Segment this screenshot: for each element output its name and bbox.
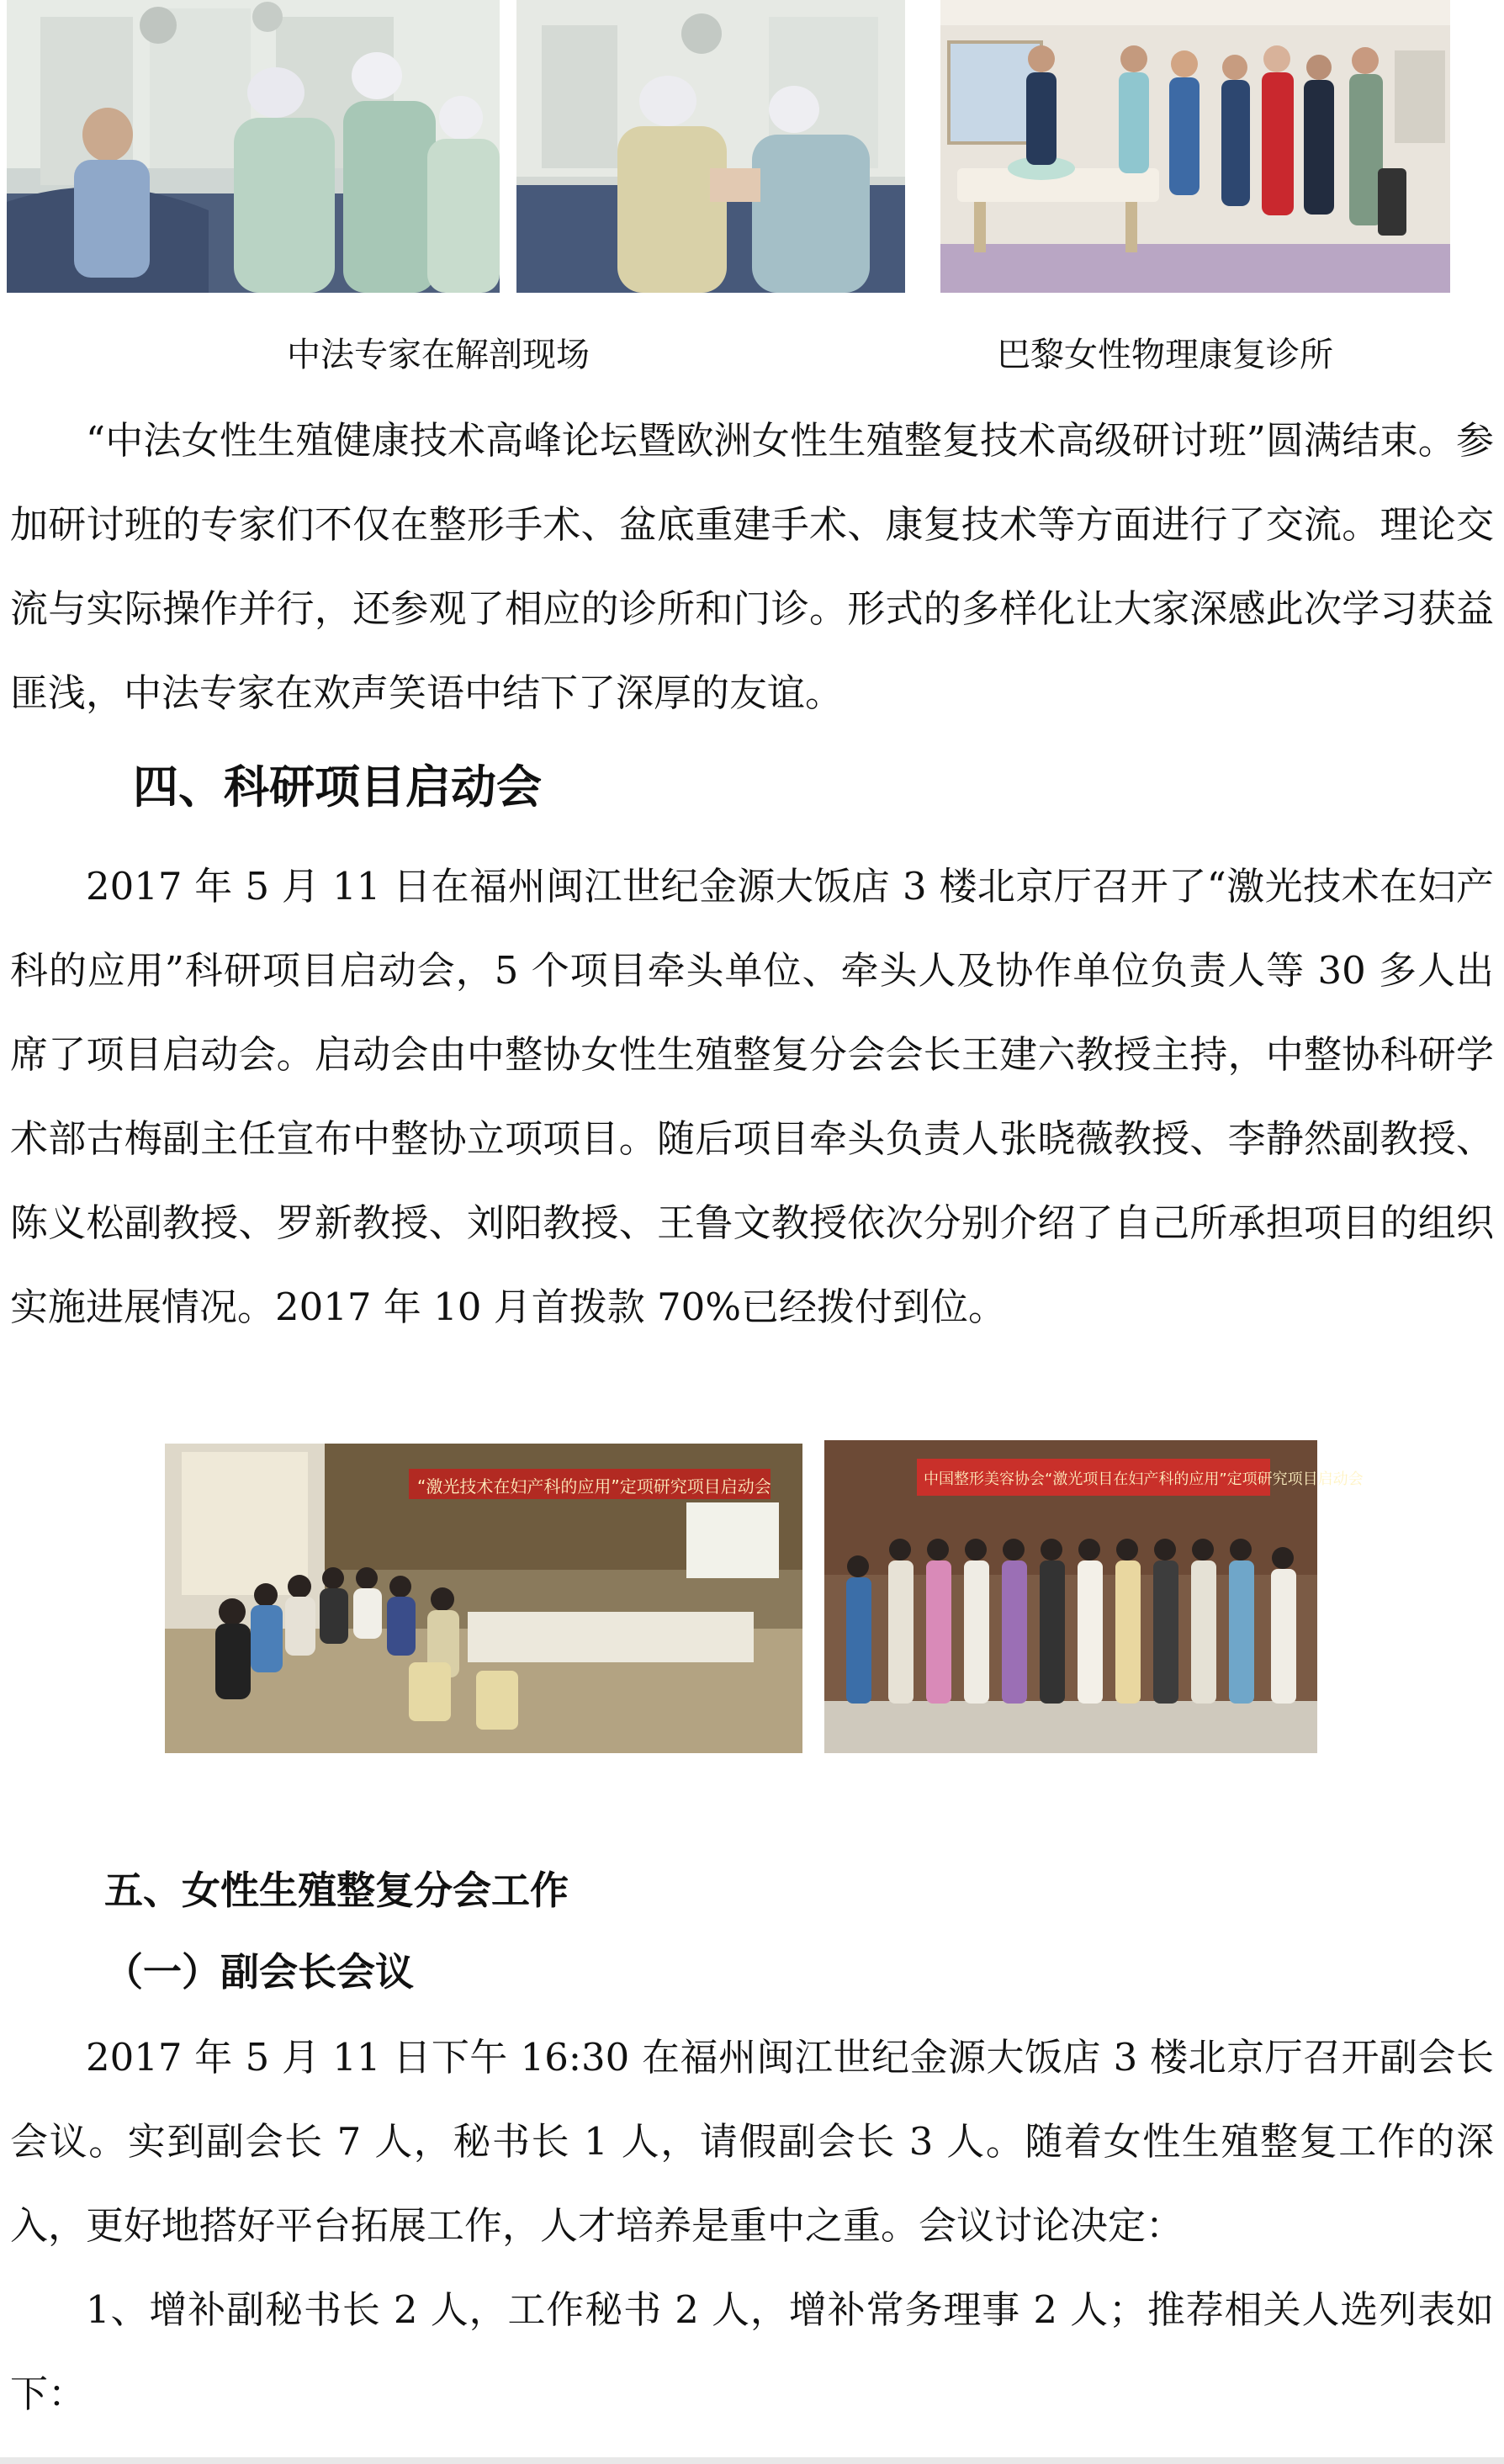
heading-section-5: 五、女性生殖整复分会工作 bbox=[104, 1868, 569, 1913]
paragraph-item-1: 1、增补副秘书长 2 人，工作秘书 2 人，增补常务理事 2 人；推荐相关人选列表如下： bbox=[10, 2287, 1494, 2416]
paragraph-meeting: 2017 年 5 月 11 日下午 16:30 在福州闽江世纪金源大饭店 3 楼北京厅召开副会长会议。实到副会长 7 人，秘书长 1 人，请假副会长 3 人。随着女性生殖整复工作的深入，更好地搭好平台拓展工作，人才培养是重中之重。会议讨论决定： bbox=[10, 2035, 1494, 2248]
page-bottom-edge bbox=[0, 2457, 1504, 2464]
paragraph-kickoff: 2017 年 5 月 11 日在福州闽江世纪金源大饭店 3 楼北京厅召开了“激光技术在妇产科的应用”科研项目启动会，5 个项目牵头单位、牵头人及协作单位负责人等 30 多人出席了项目启动会。启动会由中整协女性生殖整复分会会长王建六教授主持，中整协科研学术部古梅副主任宣布中整协立项项目。随后项目牵头负责人张晓薇教授、李静然副教授、陈义松副教授、罗新教授、刘阳教授、王鲁文教授依次分别介绍了自己所承担项目的组织实施进展情况。2017 年 10 月首拨款 70%已经拨付到位。 bbox=[10, 864, 1494, 1329]
photo-anatomy-2 bbox=[516, 0, 905, 293]
kickoff-banner-text: “激光技术在妇产科的应用”定项研究项目启动会 bbox=[417, 1476, 771, 1497]
paragraph-forum: “中法女性生殖健康技术高峰论坛暨欧洲女性生殖整复技术高级研讨班”圆满结束。参加研讨班的专家们不仅在整形手术、盆底重建手术、康复技术等方面进行了交流。理论交流与实际操作并行，还参观了相应的诊所和门诊。形式的多样化让大家深感此次学习获益匪浅，中法专家在欢声笑语中结下了深厚的友谊。 bbox=[10, 418, 1494, 715]
heading-section-4: 四、科研项目启动会 bbox=[133, 760, 542, 813]
photo-anatomy-1 bbox=[7, 0, 500, 293]
caption-anatomy: 中法专家在解剖现场 bbox=[287, 336, 590, 374]
caption-clinic: 巴黎女性物理康复诊所 bbox=[997, 336, 1333, 374]
photo-paris-clinic bbox=[940, 0, 1450, 293]
heading-subsection-1: （一）副会长会议 bbox=[104, 1949, 414, 1995]
group-banner-text: 中国整形美容协会“激光项目在妇产科的应用”定项研究项目启动会 bbox=[924, 1470, 1364, 1488]
photo-kickoff-group bbox=[824, 1440, 1364, 1753]
photo-kickoff-meeting bbox=[165, 1444, 802, 1753]
